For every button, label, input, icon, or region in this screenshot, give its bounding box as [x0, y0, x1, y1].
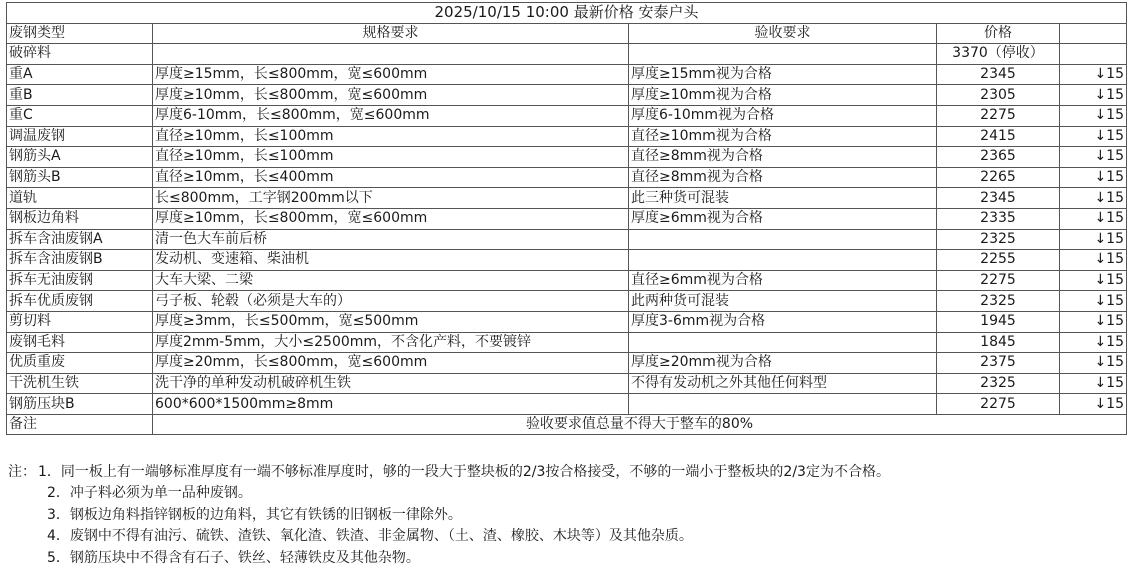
table-row	[7, 208, 1127, 229]
remark-row	[7, 414, 1127, 435]
cell-price: 2275	[937, 105, 1060, 126]
cell-acceptance: 厚度≥15mm视为合格	[629, 64, 937, 85]
note-item	[8, 483, 890, 504]
cell-type: 拆车含油废钢B	[7, 250, 153, 271]
notes-prefix: 注：	[8, 464, 36, 480]
cell-price: 1945	[937, 311, 1060, 332]
cell-type: 干洗机生铁	[7, 373, 153, 394]
cell-price: 2345	[937, 64, 1060, 85]
table-row	[7, 85, 1127, 106]
cell-spec	[153, 44, 629, 65]
cell-price: 2255	[937, 250, 1060, 271]
cell-spec: 清一色大车前后桥	[153, 229, 629, 250]
cell-type: 重B	[7, 85, 153, 106]
cell-change: ↓15	[1060, 373, 1127, 394]
note-text: 3．钢板边角料指锌钢板的边角料，其它有铁锈的旧钢板一律除外。	[47, 506, 462, 523]
cell-change: ↓15	[1060, 147, 1127, 168]
cell-spec: 大车大梁、二梁	[153, 270, 629, 291]
note-item	[8, 526, 890, 547]
cell-price: 2335	[937, 208, 1060, 229]
table-row	[7, 353, 1127, 374]
cell-acceptance: 厚度6-10mm视为合格	[629, 105, 937, 126]
cell-spec: 发动机、变速箱、柴油机	[153, 250, 629, 271]
cell-change	[1060, 44, 1127, 65]
table-row	[7, 373, 1127, 394]
note-item	[8, 548, 890, 569]
cell-spec: 厚度≥20mm，长≤800mm，宽≤600mm	[153, 353, 629, 374]
cell-change: ↓15	[1060, 105, 1127, 126]
table-row	[7, 394, 1127, 415]
cell-type: 拆车优质废钢	[7, 291, 153, 312]
cell-type: 重A	[7, 64, 153, 85]
cell-spec: 长≤800mm，工字钢200mm以下	[153, 188, 629, 209]
cell-type: 破碎料	[7, 44, 153, 65]
price-table	[6, 2, 1127, 435]
cell-type: 钢筋头B	[7, 167, 153, 188]
cell-acceptance: 厚度≥6mm视为合格	[629, 208, 937, 229]
cell-change: ↓15	[1060, 229, 1127, 250]
table-row	[7, 311, 1127, 332]
header-row	[7, 23, 1127, 44]
cell-change: ↓15	[1060, 291, 1127, 312]
remark-label: 备注	[7, 414, 153, 435]
header-change	[1060, 23, 1127, 44]
cell-spec: 厚度≥10mm，长≤800mm，宽≤600mm	[153, 208, 629, 229]
cell-change: ↓15	[1060, 250, 1127, 271]
cell-acceptance: 直径≥6mm视为合格	[629, 270, 937, 291]
cell-price: 2305	[937, 85, 1060, 106]
note-text: 1．同一板上有一端够标准厚度有一端不够标准厚度时，够的一段大于整块板的2/3按合格接受，不够的一端小于整板块的2/3定为不合格。	[38, 464, 890, 480]
cell-spec: 厚度≥15mm，长≤800mm，宽≤600mm	[153, 64, 629, 85]
cell-price: 2325	[937, 291, 1060, 312]
cell-spec: 直径≥10mm，长≤400mm	[153, 167, 629, 188]
cell-change: ↓15	[1060, 188, 1127, 209]
cell-acceptance: 直径≥8mm视为合格	[629, 167, 937, 188]
header-type: 废钢类型	[7, 23, 153, 44]
cell-type: 废钢毛料	[7, 332, 153, 353]
cell-change: ↓15	[1060, 85, 1127, 106]
cell-spec: 洗干净的单种发动机破碎机生铁	[153, 373, 629, 394]
table-row	[7, 270, 1127, 291]
note-item	[8, 505, 890, 526]
cell-spec: 直径≥10mm，长≤100mm	[153, 126, 629, 147]
cell-spec: 600*600*1500mm≥8mm	[153, 394, 629, 415]
table-row	[7, 291, 1127, 312]
cell-change: ↓15	[1060, 394, 1127, 415]
cell-type: 剪切料	[7, 311, 153, 332]
cell-spec: 厚度≥10mm，长≤800mm，宽≤600mm	[153, 85, 629, 106]
cell-price: 2375	[937, 353, 1060, 374]
cell-spec: 厚度6-10mm，长≤800mm，宽≤600mm	[153, 105, 629, 126]
cell-type: 优质重废	[7, 353, 153, 374]
cell-change: ↓15	[1060, 353, 1127, 374]
remark-text: 验收要求值总量不得大于整车的80%	[153, 414, 1127, 435]
cell-price: 2275	[937, 394, 1060, 415]
cell-type: 钢筋压块B	[7, 394, 153, 415]
table-row	[7, 229, 1127, 250]
cell-price: 2415	[937, 126, 1060, 147]
cell-acceptance	[629, 332, 937, 353]
header-spec: 规格要求	[153, 23, 629, 44]
table-row	[7, 167, 1127, 188]
title-row	[7, 3, 1127, 24]
table-row	[7, 44, 1127, 65]
table-row	[7, 64, 1127, 85]
cell-price: 2345	[937, 188, 1060, 209]
cell-price: 2325	[937, 373, 1060, 394]
cell-price: 2325	[937, 229, 1060, 250]
cell-change: ↓15	[1060, 311, 1127, 332]
note-item	[8, 462, 890, 483]
table-row	[7, 250, 1127, 271]
cell-price: 2275	[937, 270, 1060, 291]
cell-acceptance: 不得有发动机之外其他任何料型	[629, 373, 937, 394]
cell-type: 钢筋头A	[7, 147, 153, 168]
cell-change: ↓15	[1060, 270, 1127, 291]
table-row	[7, 332, 1127, 353]
cell-type: 钢板边角料	[7, 208, 153, 229]
cell-acceptance: 厚度3-6mm视为合格	[629, 311, 937, 332]
note-text: 5．钢筋压块中不得含有石子、铁丝、轻薄铁皮及其他杂物。	[47, 549, 420, 566]
note-text: 4．废钢中不得有油污、硫铁、渣铁、氧化渣、铁渣、非金属物、（土、渣、橡胶、木块等）及其他杂质。	[47, 528, 693, 545]
cell-acceptance	[629, 250, 937, 271]
cell-change: ↓15	[1060, 167, 1127, 188]
cell-spec: 厚度≥3mm，长≤500mm，宽≤500mm	[153, 311, 629, 332]
cell-acceptance	[629, 394, 937, 415]
note-text: 2．冲子料必须为单一品种废钢。	[47, 485, 252, 502]
cell-price: 3370（停收）	[937, 44, 1060, 65]
cell-price: 2265	[937, 167, 1060, 188]
table-row	[7, 188, 1127, 209]
cell-acceptance	[629, 44, 937, 65]
cell-type: 拆车无油废钢	[7, 270, 153, 291]
cell-type: 重C	[7, 105, 153, 126]
cell-acceptance: 厚度≥20mm视为合格	[629, 353, 937, 374]
cell-change: ↓15	[1060, 126, 1127, 147]
cell-type: 道轨	[7, 188, 153, 209]
table-row	[7, 147, 1127, 168]
cell-spec: 弓子板、轮毂（必须是大车的）	[153, 291, 629, 312]
cell-acceptance: 此三种货可混装	[629, 188, 937, 209]
cell-spec: 厚度2mm-5mm，大小≤2500mm，不含化产料，不要镀锌	[153, 332, 629, 353]
table-row	[7, 105, 1127, 126]
sheet-title: 2025/10/15 10:00 最新价格 安泰户头	[7, 3, 1127, 24]
cell-acceptance: 直径≥10mm视为合格	[629, 126, 937, 147]
cell-acceptance: 厚度≥10mm视为合格	[629, 85, 937, 106]
notes-section	[8, 462, 890, 569]
cell-type: 拆车含油废钢A	[7, 229, 153, 250]
cell-price: 2365	[937, 147, 1060, 168]
header-price: 价格	[937, 23, 1060, 44]
header-acceptance: 验收要求	[629, 23, 937, 44]
cell-acceptance: 直径≥8mm视为合格	[629, 147, 937, 168]
cell-type: 调温废钢	[7, 126, 153, 147]
cell-change: ↓15	[1060, 64, 1127, 85]
table-row	[7, 126, 1127, 147]
cell-spec: 直径≥10mm，长≤100mm	[153, 147, 629, 168]
cell-change: ↓15	[1060, 332, 1127, 353]
cell-price: 1845	[937, 332, 1060, 353]
cell-acceptance	[629, 229, 937, 250]
cell-acceptance: 此两种货可混装	[629, 291, 937, 312]
cell-change: ↓15	[1060, 208, 1127, 229]
